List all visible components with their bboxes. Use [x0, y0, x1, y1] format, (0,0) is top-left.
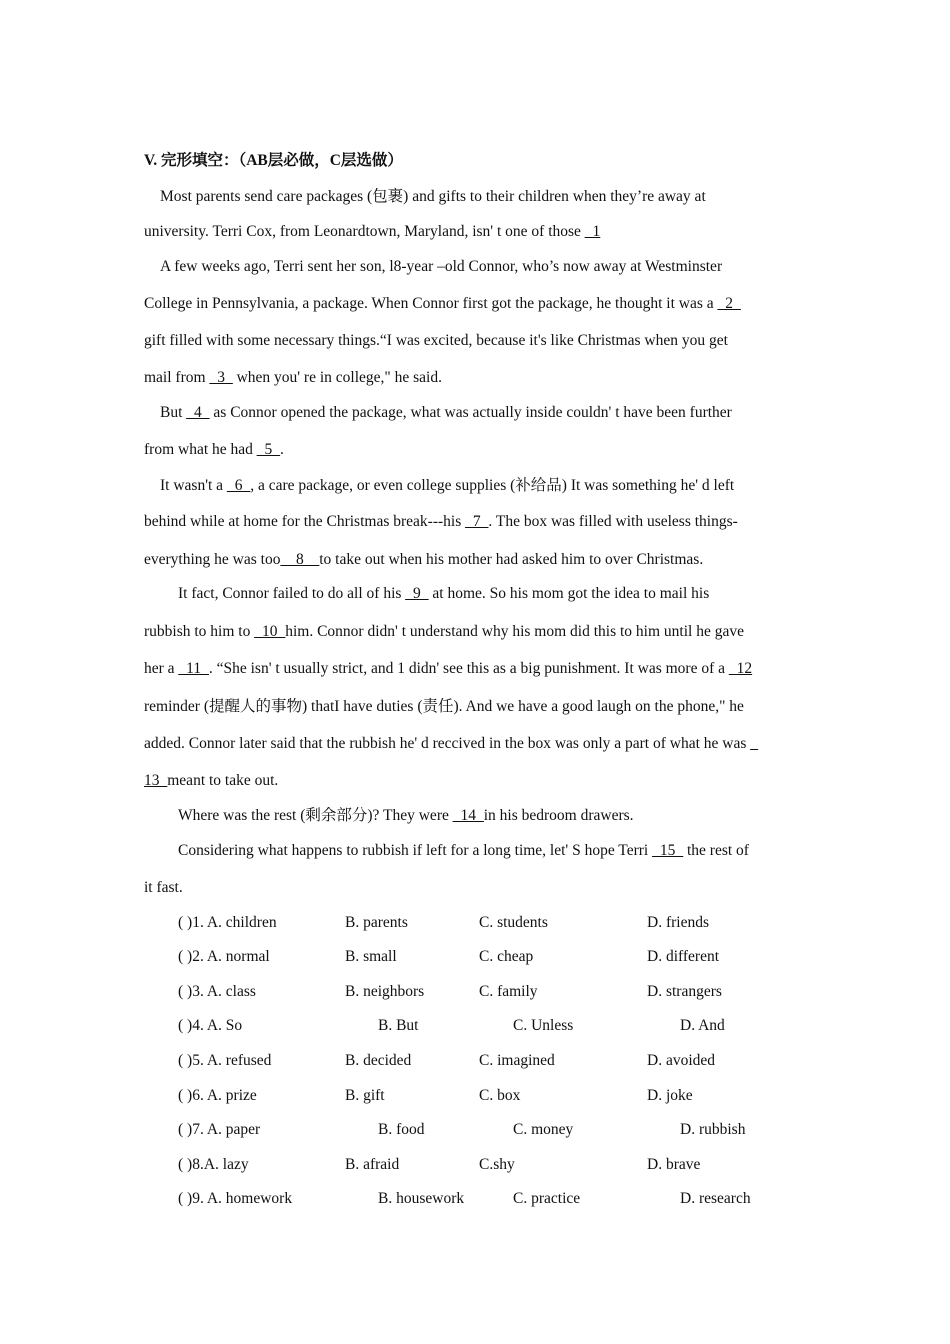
- blank-2: _2_: [717, 295, 741, 312]
- paragraph-line: But _4_ as Connor opened the package, what was actually inside couldn' t have been further: [160, 404, 732, 421]
- option-c: C.shy: [479, 1156, 515, 1173]
- paragraph-line: College in Pennsylvania, a package. When Connor first got the package, he thought it was a _2_: [144, 295, 741, 312]
- option-b: B. neighbors: [345, 983, 425, 1000]
- paragraph-line: It wasn't a _6_, a care package, or even college supplies (补给品) It was something he' d left: [160, 477, 735, 494]
- option-c: C. money: [513, 1121, 574, 1138]
- question-stem: ( )8.A. lazy: [178, 1156, 249, 1173]
- paragraph-line: everything he was too__8__to take out when his mother had asked him to over Christmas.: [144, 551, 704, 568]
- option-b: B. afraid: [345, 1156, 400, 1173]
- blank-1: _1: [584, 223, 601, 240]
- option-b: B. parents: [345, 914, 408, 931]
- option-d: D. different: [647, 948, 720, 965]
- option-d: D. strangers: [647, 983, 722, 1000]
- option-c: C. cheap: [479, 948, 534, 965]
- question-stem: ( )1. A. children: [178, 914, 277, 931]
- paragraph-line: it fast.: [144, 879, 183, 896]
- paragraph-line: Where was the rest (剩余部分)? They were _14_in his bedroom drawers.: [178, 807, 634, 824]
- paragraph-line: It fact, Connor failed to do all of his _9_ at home. So his mom got the idea to mail his: [178, 585, 710, 602]
- question-stem: ( )4. A. So: [178, 1017, 243, 1034]
- paragraph-line: gift filled with some necessary things.“I was excited, because it's like Christmas when you get: [144, 332, 728, 349]
- option-d: D. avoided: [647, 1052, 716, 1069]
- paragraph-line: A few weeks ago, Terri sent her son, l8-year –old Connor, who’s now away at Westminster: [160, 258, 723, 275]
- option-c: C. box: [479, 1087, 521, 1104]
- blank-11: _11_: [178, 660, 209, 677]
- paragraph-line: reminder (提醒人的事物) thatI have duties (责任). And we have a good laugh on the phone," he: [144, 698, 744, 715]
- option-b: B. food: [378, 1121, 425, 1138]
- blank-5: _5_: [256, 441, 281, 458]
- blank-14: _14_: [452, 807, 484, 824]
- paragraph-line: added. Connor later said that the rubbish he' d reccived in the box was only a part of what he was _: [144, 735, 759, 752]
- blank-10: _10_: [254, 623, 286, 640]
- option-b: B. gift: [345, 1087, 385, 1104]
- blank-13-start: _: [750, 735, 759, 752]
- option-b: B. small: [345, 948, 397, 965]
- paragraph-line: Considering what happens to rubbish if left for a long time, let' S hope Terri _15_ the rest of: [178, 842, 749, 859]
- paragraph-line: behind while at home for the Christmas break---his _7_. The box was filled with useless things-: [144, 513, 738, 530]
- question-stem: ( )2. A. normal: [178, 948, 270, 965]
- blank-12: _12: [728, 660, 753, 677]
- option-d: D. brave: [647, 1156, 701, 1173]
- paragraph-line: 13_meant to take out.: [144, 772, 279, 789]
- blank-7: _7_: [465, 513, 489, 530]
- option-c: C. family: [479, 983, 538, 1000]
- option-b: B. decided: [345, 1052, 412, 1069]
- option-d: D. friends: [647, 914, 709, 931]
- question-stem: ( )9. A. homework: [178, 1190, 293, 1207]
- option-d: D. joke: [647, 1087, 693, 1104]
- paragraph-line: mail from _3_ when you' re in college," he said.: [144, 369, 442, 386]
- paragraph-line: Most parents send care packages (包裹) and gifts to their children when they’re away at: [160, 188, 706, 205]
- option-b: B. housework: [378, 1190, 465, 1207]
- blank-4: _4_: [186, 404, 210, 421]
- paragraph-line: university. Terri Cox, from Leonardtown, Maryland, isn' t one of those _1: [144, 223, 601, 240]
- paragraph-line: from what he had _5_.: [144, 441, 284, 458]
- blank-6: _6_: [226, 477, 251, 494]
- paragraph-line: rubbish to him to _10_him. Connor didn' t understand why his mom did this to him until he gave: [144, 623, 744, 640]
- option-c: C. imagined: [479, 1052, 555, 1069]
- option-d: D. research: [680, 1190, 751, 1207]
- question-stem: ( )3. A. class: [178, 983, 256, 1000]
- blank-9: _9_: [405, 585, 429, 602]
- option-c: C. students: [479, 914, 548, 931]
- blank-13: 13_: [144, 772, 168, 789]
- blank-15: _15_: [652, 842, 684, 859]
- option-c: C. practice: [513, 1190, 581, 1207]
- option-b: B. But: [378, 1017, 419, 1034]
- question-stem: ( )7. A. paper: [178, 1121, 261, 1138]
- paragraph-line: her a _11_. “She isn' t usually strict, and 1 didn' see this as a big punishment. It was more of a _12: [144, 660, 753, 677]
- option-c: C. Unless: [513, 1017, 574, 1034]
- blank-8: __8__: [280, 551, 320, 568]
- option-d: D. rubbish: [680, 1121, 746, 1138]
- question-stem: ( )6. A. prize: [178, 1087, 257, 1104]
- blank-3: _3_: [209, 369, 233, 386]
- question-stem: ( )5. A. refused: [178, 1052, 272, 1069]
- section-title: V. 完形填空：（AB层必做，C层选做）: [144, 152, 403, 169]
- option-d: D. And: [680, 1017, 725, 1034]
